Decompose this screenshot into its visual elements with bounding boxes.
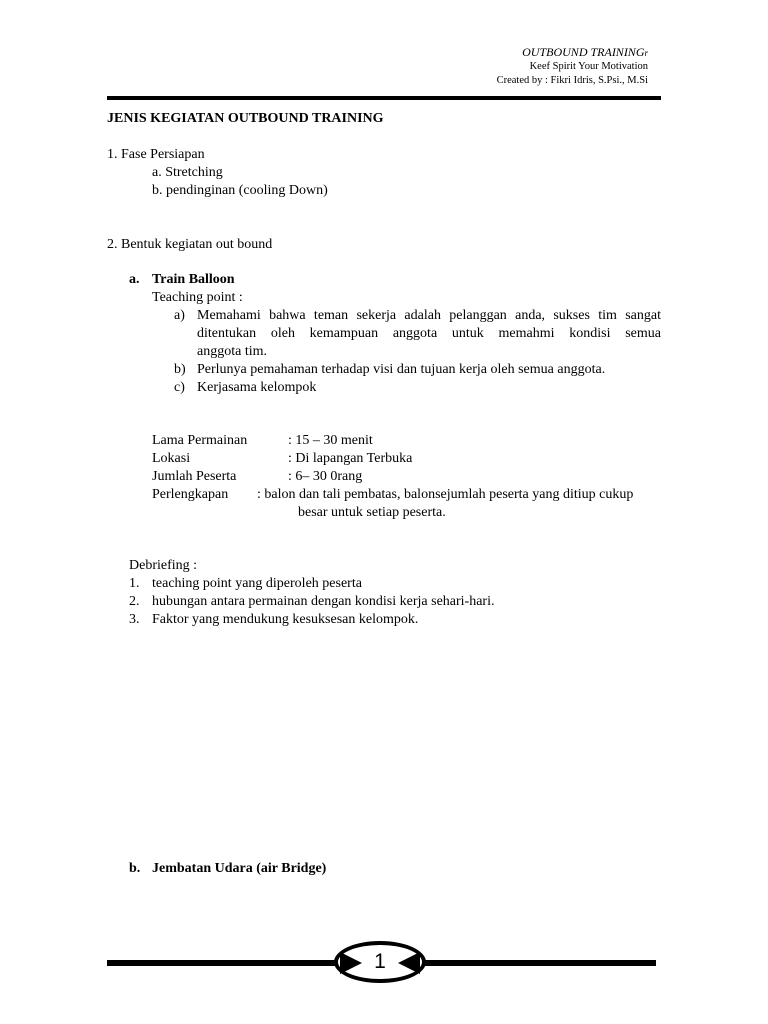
debriefing-num: 1. <box>129 576 140 591</box>
point-marker: b) <box>174 362 186 377</box>
page-number: 1 <box>374 950 386 973</box>
debriefing-label: Debriefing : <box>129 558 198 573</box>
teaching-point-label: Teaching point : <box>152 290 243 305</box>
header-rule <box>107 96 661 100</box>
section2-heading: 2. Bentuk kegiatan out bound <box>107 237 273 252</box>
point-line: anggota tim. <box>197 344 267 359</box>
detail-label: Lama Permainan <box>152 433 248 448</box>
point-text: Perlunya pemahaman terhadap visi dan tujuan kerja oleh semua anggota. <box>197 362 606 377</box>
point-marker: c) <box>174 380 185 395</box>
header-title: OUTBOUND TRAININGr <box>522 45 648 59</box>
point-marker: a) <box>174 308 185 323</box>
debriefing-num: 3. <box>129 612 140 627</box>
detail-value: : Di lapangan Terbuka <box>288 451 413 466</box>
point-line: Memahami bahwa teman sekerja adalah pelanggan anda, sukses tim sangat <box>197 308 661 323</box>
activity-b-marker: b. <box>129 861 141 876</box>
detail-label: Lokasi <box>152 451 191 466</box>
detail-value: : balon dan tali pembatas, balonsejumlah peserta yang ditiup cukup <box>257 487 634 502</box>
debriefing-num: 2. <box>129 594 140 609</box>
section1-heading: 1. Fase Persiapan <box>107 147 205 162</box>
arrow-left-icon <box>398 952 420 974</box>
section1-item: b. pendinginan (cooling Down) <box>152 183 328 198</box>
detail-label: Jumlah Peserta <box>152 469 237 484</box>
point-text: Kerjasama kelompok <box>197 380 317 395</box>
debriefing-item: teaching point yang diperoleh peserta <box>152 576 362 591</box>
debriefing-item: hubungan antara permainan dengan kondisi kerja sehari-hari. <box>152 594 495 609</box>
header-tagline: Keef Spirit Your Motivation <box>529 61 648 72</box>
detail-value: : 6– 30 0rang <box>288 469 363 484</box>
activity-a-title: Train Balloon <box>152 272 235 287</box>
detail-label: Perlengkapan <box>152 487 229 502</box>
activity-a-marker: a. <box>129 272 140 287</box>
footer-rule-left <box>107 960 341 966</box>
point-line: ditentukan oleh kemampuan anggota untuk memahmi kondisi semua <box>197 326 661 341</box>
section1-item: a. Stretching <box>152 165 223 180</box>
document-title: JENIS KEGIATAN OUTBOUND TRAINING <box>107 111 384 126</box>
detail-value: : 15 – 30 menit <box>288 433 373 448</box>
detail-value-continued: besar untuk setiap peserta. <box>298 505 446 520</box>
footer-rule-right <box>420 960 656 966</box>
header-credit: Created by : Fikri Idris, S.Psi., M.Si <box>496 75 648 86</box>
activity-b-title: Jembatan Udara (air Bridge) <box>152 861 327 876</box>
debriefing-item: Faktor yang mendukung kesuksesan kelompok. <box>152 612 419 627</box>
arrow-right-icon <box>340 952 362 974</box>
header-title-suffix: r <box>644 48 648 58</box>
